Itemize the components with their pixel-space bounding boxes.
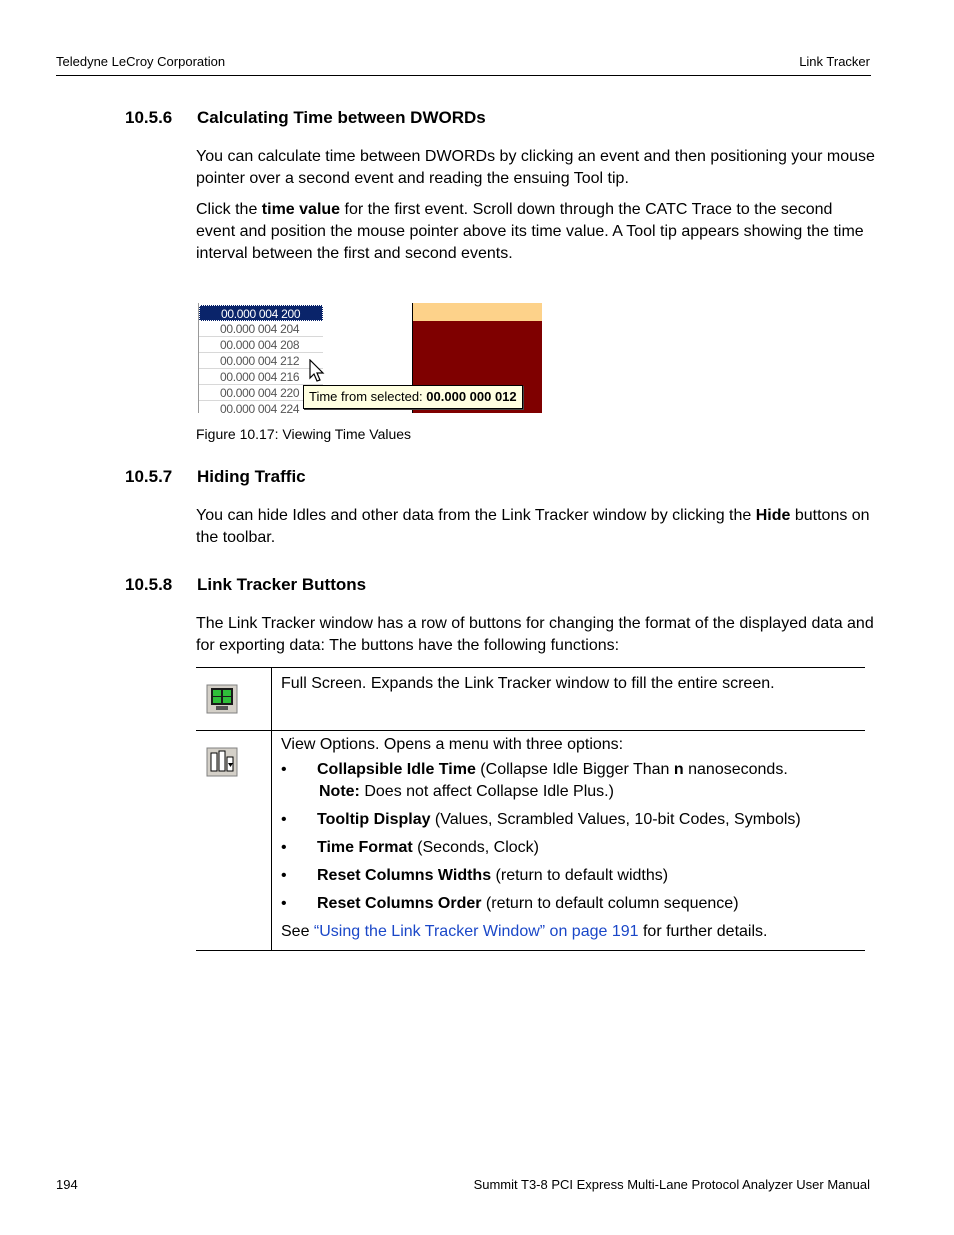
icon-cell — [196, 731, 272, 951]
page-number: 194 — [56, 1177, 78, 1192]
link-using-link-tracker-window[interactable]: “Using the Link Tracker Window” on page 191 — [313, 923, 639, 940]
paragraph-calc-steps: Click the time value for the first event. Scroll down through the CATC Trace to the second event and position the mouse pointer above its time value. A Tool tip appears showing the time interval between the first and second events. — [196, 201, 864, 262]
bullet: • — [281, 895, 287, 912]
bold-time-value: time value — [261, 201, 341, 218]
header-rule — [56, 75, 871, 76]
footer-title: Summit T3-8 PCI Express Multi-Lane Protocol Analyzer User Manual — [473, 1177, 870, 1192]
header-left: Teledyne LeCroy Corporation — [56, 54, 226, 69]
section-title: Calculating Time between DWORDs — [197, 108, 486, 127]
section-heading-10-5-6 — [125, 108, 486, 128]
note: Note: Does not affect Collapse Idle Plus.) — [319, 783, 614, 800]
view-options-description — [281, 734, 861, 943]
bullet: • — [281, 839, 287, 856]
section-number: 10.5.8 — [125, 575, 173, 594]
full-screen-description: Full Screen. Expands the Link Tracker window to fill the entire screen. — [281, 675, 775, 692]
paragraph-calc-intro: You can calculate time between DWORDs by clicking an event and then positioning your mouse pointer over a second event and reading the ensuing Tool tip. — [196, 148, 875, 187]
table-row-view-options — [196, 730, 865, 951]
figure-caption: Figure 10.17: Viewing Time Values — [196, 426, 412, 442]
view-options-icon[interactable] — [206, 747, 238, 777]
bullet: • — [281, 867, 287, 884]
view-options-intro: View Options. Opens a menu with three options: — [281, 736, 624, 753]
timestamp-row[interactable]: 00.000 004 204 — [199, 321, 323, 337]
section-heading-10-5-7 — [125, 467, 306, 487]
section-title: Hiding Traffic — [197, 467, 306, 486]
timestamp-row-selected[interactable]: 00.000 004 200 — [199, 305, 323, 321]
list-item: • Reset Columns Order (return to default column sequence) — [281, 893, 861, 915]
section-heading-10-5-8 — [125, 575, 366, 595]
timestamp-row[interactable]: 00.000 004 220 — [199, 385, 323, 401]
see-also: See “Using the Link Tracker Window” on page 191 for further details. — [281, 923, 768, 940]
section-number: 10.5.7 — [125, 467, 173, 486]
time-tooltip — [303, 385, 523, 409]
tooltip-value: 00.000 000 012 — [426, 389, 517, 404]
table-row-full-screen — [196, 667, 865, 731]
icon-cell — [196, 668, 272, 731]
timestamp-row[interactable]: 00.000 004 216 — [199, 369, 323, 385]
timestamp-row[interactable]: 00.000 004 224 — [199, 401, 323, 413]
table-bottom-rule — [196, 950, 865, 951]
full-screen-icon[interactable] — [206, 684, 238, 714]
section-number: 10.5.6 — [125, 108, 173, 127]
bold-hide: Hide — [755, 507, 791, 524]
list-item: • Tooltip Display (Values, Scrambled Values, 10-bit Codes, Symbols) — [281, 809, 861, 831]
paragraph-buttons-intro: The Link Tracker window has a row of buttons for changing the format of the displayed data and for exporting data: The buttons have the following functions: — [196, 615, 874, 654]
bullet: • — [281, 761, 287, 778]
paragraph-hiding-traffic: You can hide Idles and other data from the Link Tracker window by clicking the Hide buttons on the toolbar. — [196, 507, 870, 546]
list-item: • Collapsible Idle Time (Collapse Idle Bigger Than n nanoseconds. Note: Does not affect Collapse Idle Plus.) — [281, 759, 861, 803]
header-right: Link Tracker — [799, 54, 870, 69]
bullet: • — [281, 811, 287, 828]
timestamp-row[interactable]: 00.000 004 212 — [199, 353, 323, 369]
tooltip-label: Time from selected: — [309, 389, 427, 404]
list-item: • Reset Columns Widths (return to default widths) — [281, 865, 861, 887]
list-item: • Time Format (Seconds, Clock) — [281, 837, 861, 859]
timestamp-row[interactable]: 00.000 004 208 — [199, 337, 323, 353]
trace-panel-header — [412, 303, 542, 321]
section-title: Link Tracker Buttons — [197, 575, 367, 594]
figure-time-values — [198, 303, 544, 413]
mouse-pointer-icon — [309, 359, 325, 383]
